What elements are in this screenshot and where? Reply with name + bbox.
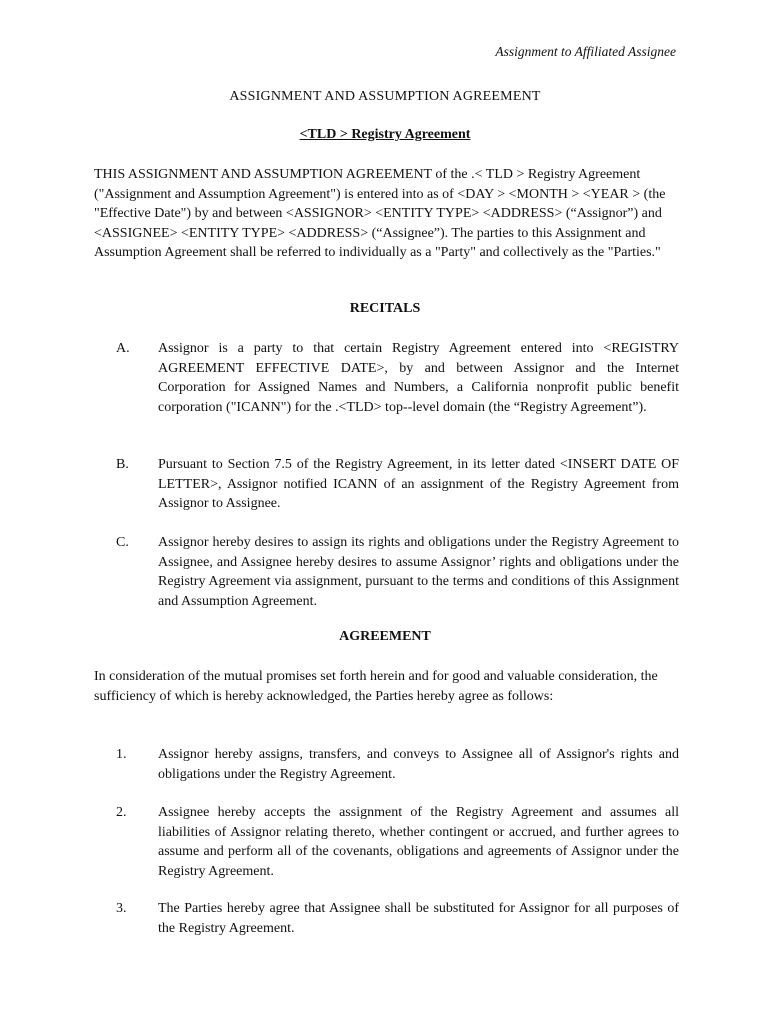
recital-text: Pursuant to Section 7.5 of the Registry Agreement, in its letter dated <INSERT DATE OF LETTER>, Assignor notified ICANN of an assignment of the Registry Agreement from Assignor to Assignee.: [158, 457, 679, 511]
clause-item: [94, 899, 679, 938]
clause-text: Assignee hereby accepts the assignment of the Registry Agreement and assumes all liabilities of Assignor relating thereto, whether contingent or accrued, and further agrees to assume and perform all of the covenants, obligations and agreements of Assignor under the Registry Agreement.: [158, 805, 679, 879]
clause-marker: 2.: [116, 805, 127, 820]
recital-text: Assignor hereby desires to assign its rights and obligations under the Registry Agreement to Assignee, and Assignee hereby desires to assume Assignor’ rights and obligations under the Registry Agreement via assignment, pursuant to the terms and conditions of this Assignment and Assumption Agreement.: [158, 535, 679, 609]
intro-paragraph: THIS ASSIGNMENT AND ASSUMPTION AGREEMENT of the .< TLD > Registry Agreement ("Assignment and Assumption Agreement") is entered into as of <DAY > <MONTH > <YEAR > (the "Effective Date") by and between <ASSIGNOR> <ENTITY TYPE> <ADDRESS> (“Assignor”) and <ASSIGNEE> <ENTITY TYPE> <ADDRESS> (“Assignee”). The parties to this Assignment and Assumption Agreement shall be referred to individually as a "Party" and collectively as the "Parties.": [94, 167, 666, 260]
recital-marker: A.: [116, 341, 130, 356]
clause-item: [94, 745, 679, 784]
agreement-heading: AGREEMENT: [339, 629, 431, 644]
clause-text: The Parties hereby agree that Assignee shall be substituted for Assignor for all purposes of the Registry Agreement.: [158, 901, 679, 936]
clause-marker: 1.: [116, 747, 127, 762]
recital-item: [94, 455, 679, 514]
clause-text: Assignor hereby assigns, transfers, and conveys to Assignee all of Assignor's rights and obligations under the Registry Agreement.: [158, 747, 679, 782]
clause-item: [94, 803, 679, 881]
recital-text: Assignor is a party to that certain Registry Agreement entered into <REGISTRY AGREEMENT EFFECTIVE DATE>, by and between Assignor and the Internet Corporation for Assigned Names and Numbers, a California nonprofit public benefit corporation ("ICANN") for the .<TLD> top--level domain (the “Registry Agreement”).: [158, 341, 679, 415]
clause-marker: 3.: [116, 901, 127, 916]
document-subtitle: <TLD > Registry Agreement: [299, 127, 471, 142]
running-header: Assignment to Affiliated Assignee: [495, 44, 676, 59]
recitals-heading: RECITALS: [349, 301, 421, 316]
recital-item: [94, 339, 679, 417]
document-title: ASSIGNMENT AND ASSUMPTION AGREEMENT: [229, 89, 541, 104]
recital-marker: C.: [116, 535, 129, 550]
recital-marker: B.: [116, 457, 129, 472]
recital-item: [94, 533, 679, 611]
agreement-intro: In consideration of the mutual promises set forth herein and for good and valuable consideration, the sufficiency of which is hereby acknowledged, the Parties hereby agree as follows:: [94, 669, 658, 704]
